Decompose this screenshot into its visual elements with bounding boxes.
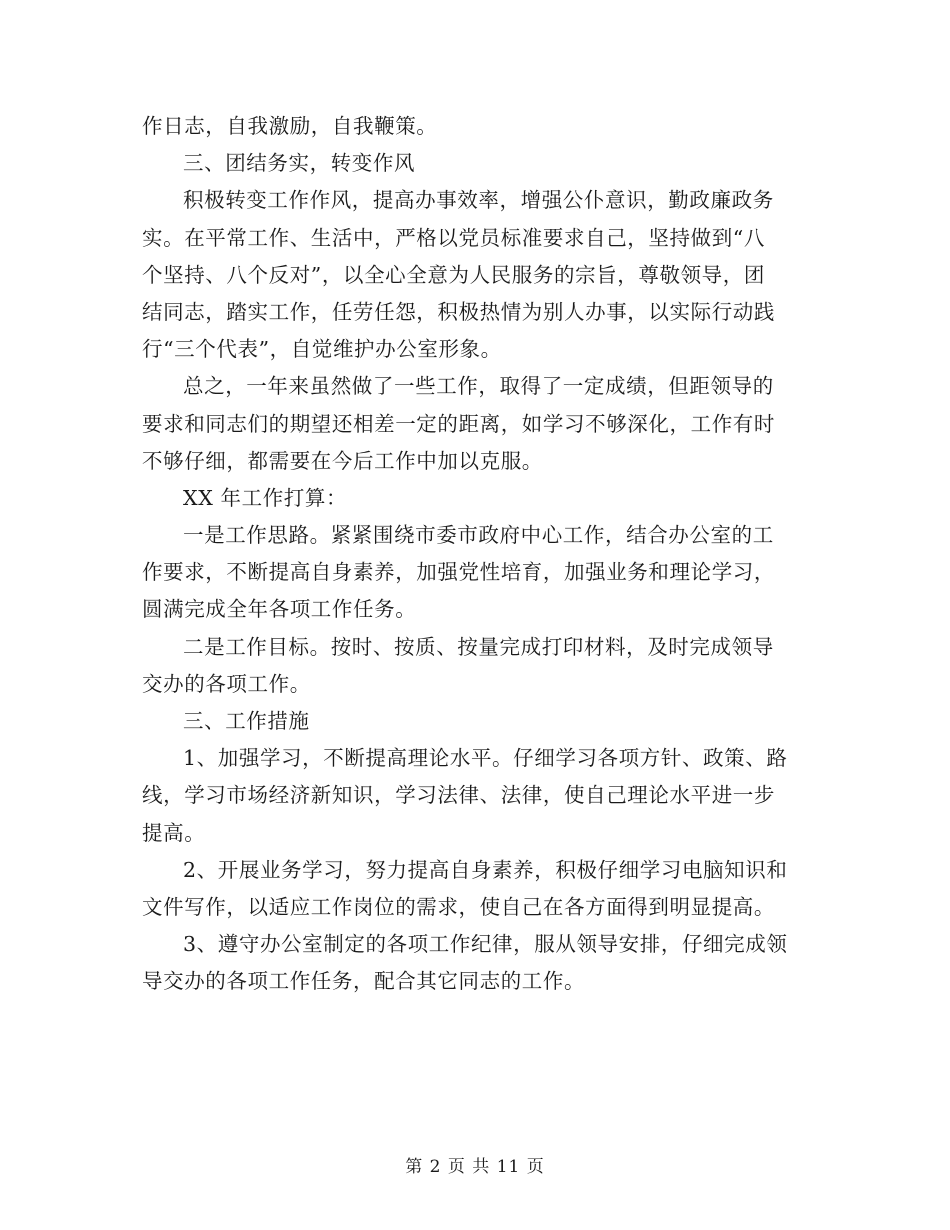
- text-line: 要求和同志们的期望还相差一定的距离，如学习不够深化，工作有时: [142, 411, 775, 436]
- text-line: 一是工作思路。紧紧围绕市委市政府中心工作，结合办公室的工: [183, 523, 774, 548]
- text-line: 圆满完成全年各项工作任务。: [142, 597, 417, 622]
- text-line: 作日志，自我激励，自我鞭策。: [142, 114, 438, 138]
- text-line: 二是工作目标。按时、按质、按量完成打印材料，及时完成领导: [183, 634, 774, 659]
- text-line: 2、开展业务学习，努力提高自身素养，积极仔细学习电脑知识和: [183, 857, 788, 882]
- text-line: 个坚持、八个反对”，以全心全意为人民服务的宗旨，尊敬领导，团: [142, 262, 765, 287]
- text-line: 积极转变工作作风，提高办事效率，增强公仆意识，勤政廉政务: [183, 188, 774, 213]
- section-heading: XX 年工作打算：: [183, 485, 348, 510]
- section-heading: 三、团结务实，转变作风: [183, 151, 416, 176]
- text-line: 3、遵守办公室制定的各项工作纪律，服从领导安排，仔细完成领: [183, 932, 788, 957]
- text-line: 结同志，踏实工作，任劳任怨，积极热情为别人办事，以实际行动践: [142, 299, 775, 324]
- text-line: 线，学习市场经济新知识，学习法律、法律，使自己理论水平进一步: [142, 783, 775, 808]
- text-line: 不够仔细，都需要在今后工作中加以克服。: [142, 448, 543, 473]
- text-line: 总之，一年来虽然做了一些工作，取得了一定成绩，但距领导的: [183, 374, 774, 399]
- text-line: 提高。: [142, 820, 206, 845]
- text-line: 实。在平常工作、生活中，严格以党员标准要求自己，坚持做到“八: [142, 225, 765, 250]
- text-line: 行“三个代表”，自觉维护办公室形象。: [142, 337, 502, 362]
- section-heading: 三、工作措施: [183, 709, 310, 733]
- text-line: 文件写作，以适应工作岗位的需求，使自己在各方面得到明显提高。: [142, 894, 775, 919]
- text-line: 交办的各项工作。: [142, 671, 311, 696]
- text-line: 导交办的各项工作任务，配合其它同志的工作。: [142, 969, 586, 994]
- text-line: 1、加强学习，不断提高理论水平。仔细学习各项方针、政策、路: [183, 746, 788, 771]
- page-number: 第 2 页 共 11 页: [405, 1157, 545, 1177]
- text-line: 作要求，不断提高自身素养，加强党性培育，加强业务和理论学习，: [142, 560, 775, 585]
- document-body: [142, 108, 804, 1001]
